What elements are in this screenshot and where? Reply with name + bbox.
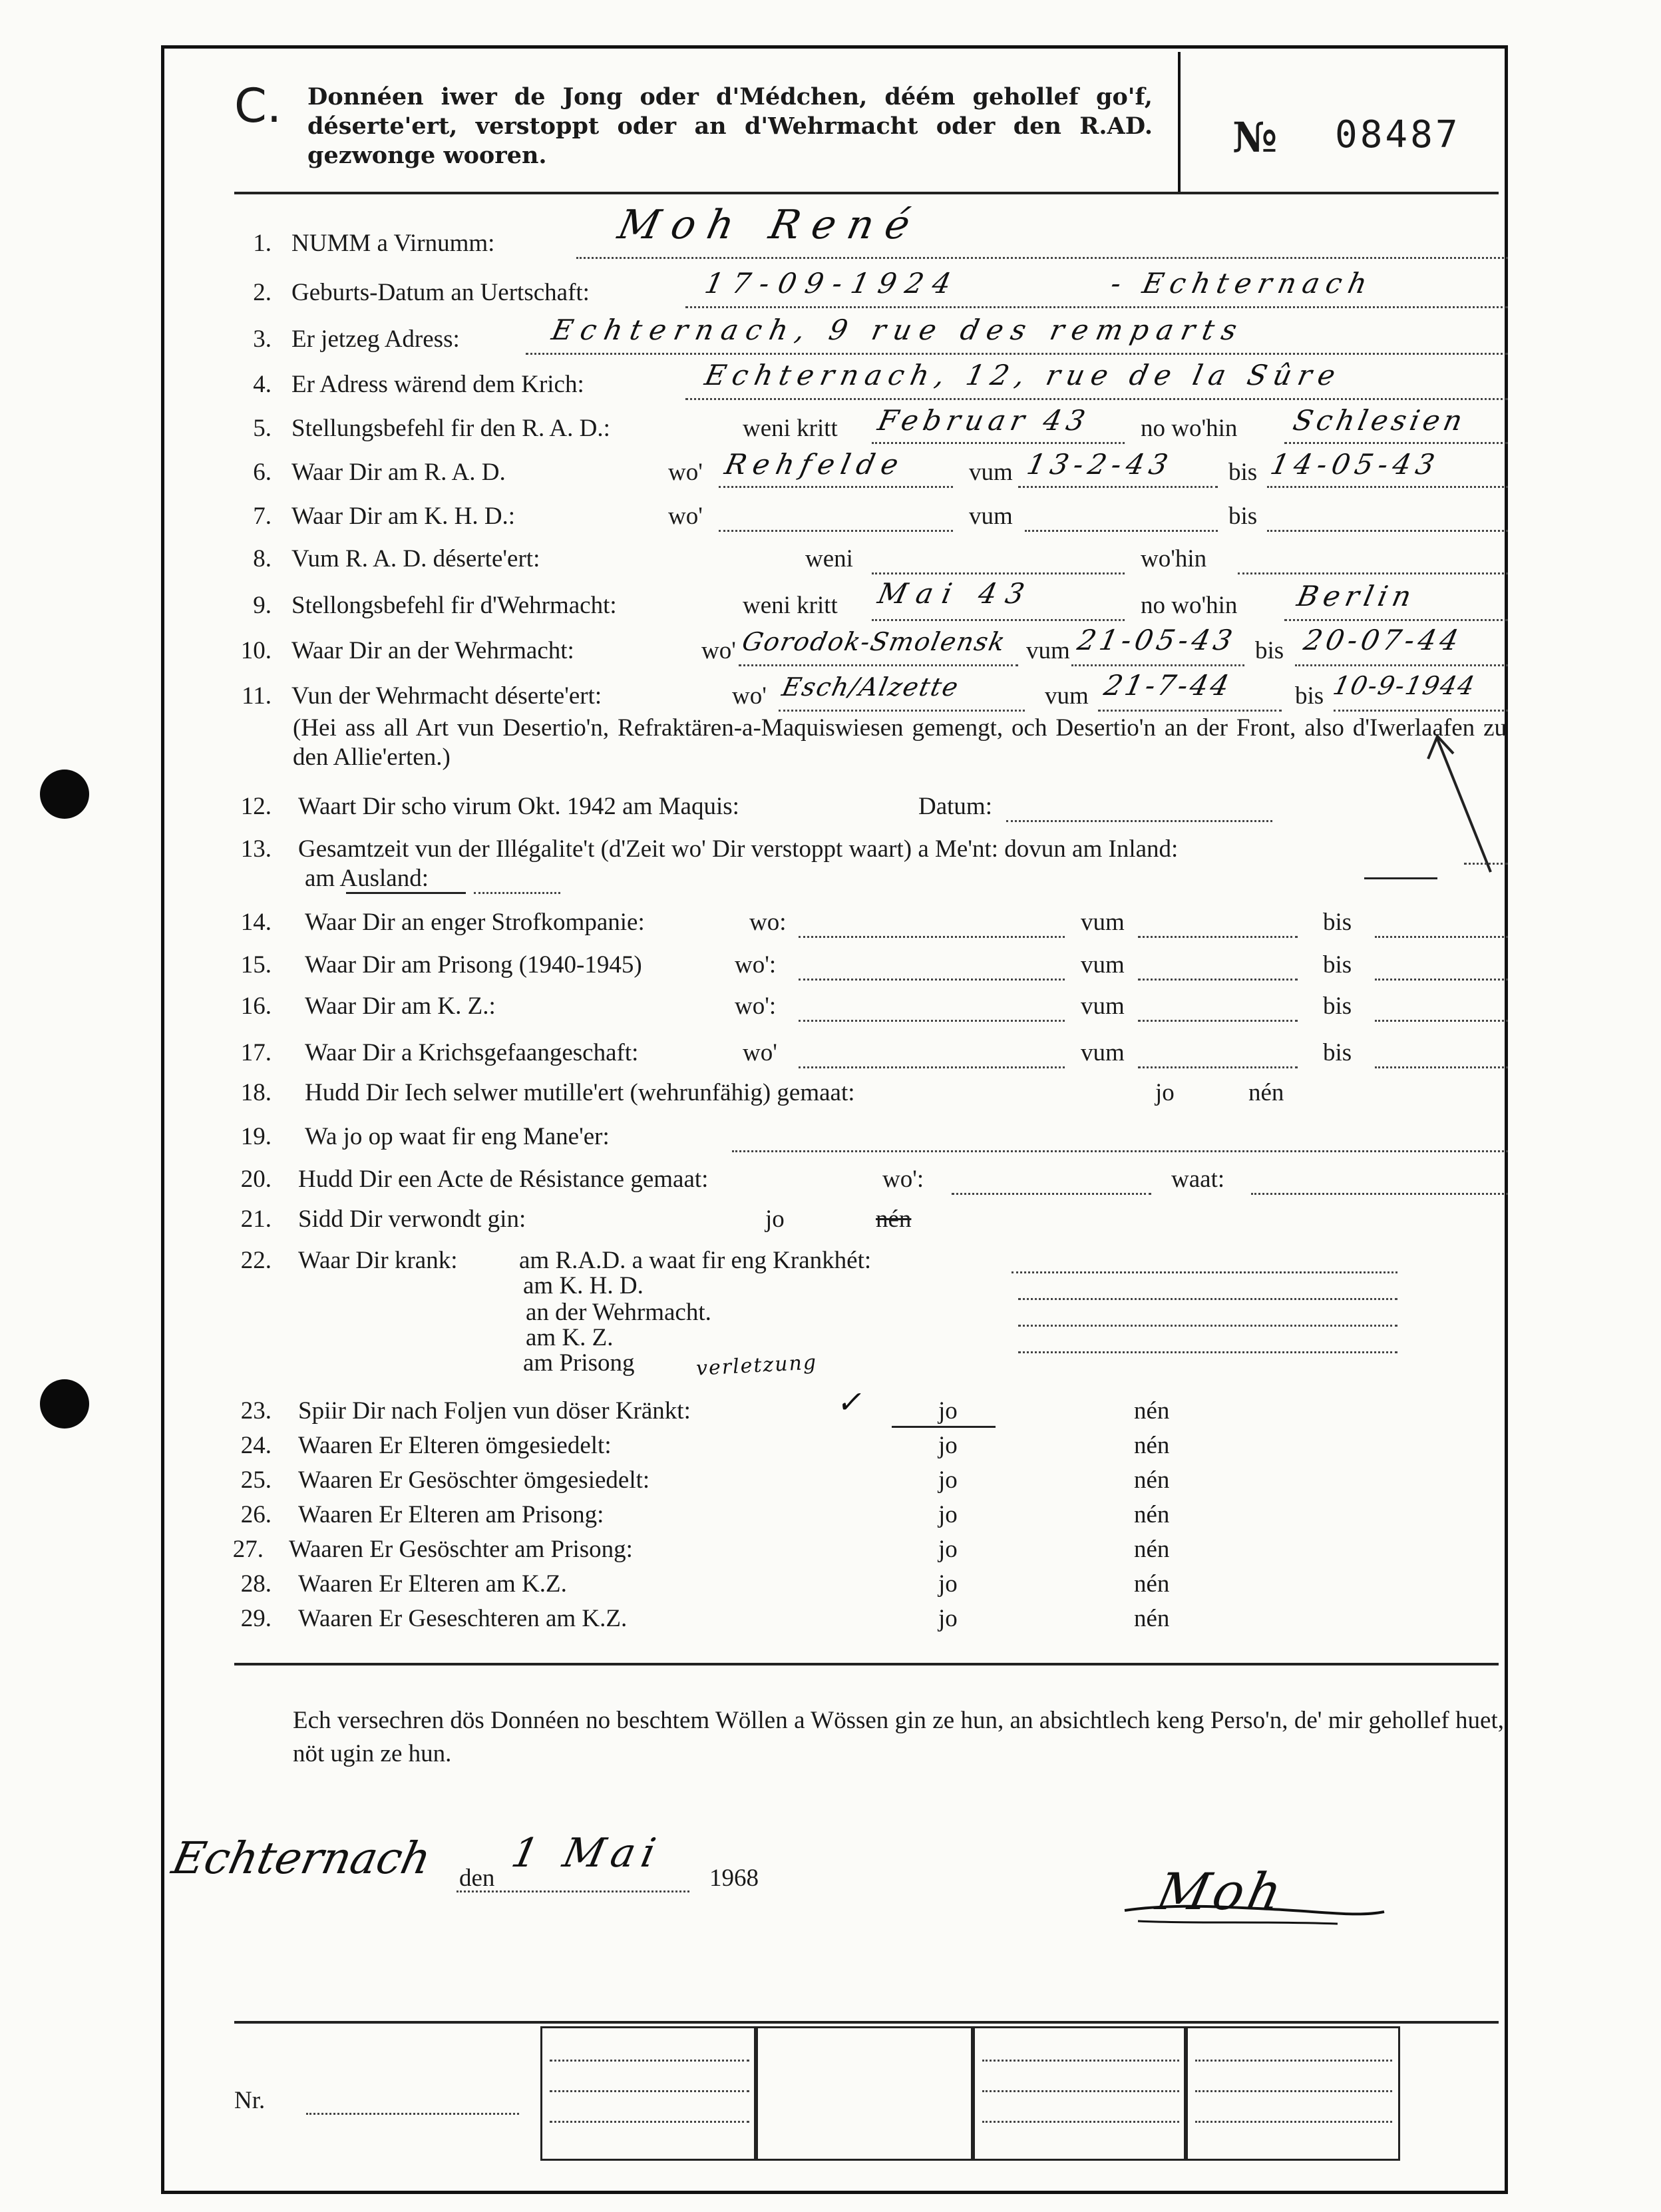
field-number: 12.: [240, 793, 272, 820]
field-label: Waaren Er Elteren ömgesiedelt:: [298, 1432, 612, 1459]
field-line: [1018, 1325, 1397, 1327]
field-label: Waaren Er Elteren am K.Z.: [298, 1570, 567, 1598]
sick-row: an der Wehrmacht.: [526, 1299, 711, 1326]
footer-box: [973, 2026, 1186, 2161]
field-line: [799, 979, 1065, 981]
form-number: 08487: [1335, 113, 1461, 156]
box-line: [1195, 2121, 1392, 2123]
pencil-underline: [346, 892, 466, 894]
field-line: [1334, 710, 1508, 712]
field-sublabel: wo': [701, 637, 736, 664]
field-sublabel: wo':: [735, 951, 777, 979]
field-label: Waar Dir am R. A. D.: [291, 459, 506, 486]
field-line: [1006, 820, 1272, 822]
field-label: Sidd Dir verwondt gin:: [298, 1206, 526, 1233]
field-label: Stellungsbefehl fir den R. A. D.:: [291, 415, 610, 442]
field-label: Waar Dir an enger Strofkompanie:: [305, 909, 645, 936]
field-line: [1071, 664, 1244, 666]
signature-stroke: [1118, 1884, 1397, 1937]
field-value: 13-2-43: [1023, 448, 1177, 481]
field-option-nen: nén: [1134, 1466, 1170, 1494]
field-line: [1138, 1020, 1298, 1022]
field-line: [1098, 710, 1282, 712]
field-number: 28.: [240, 1570, 272, 1598]
field-line: [1267, 486, 1508, 488]
field-sublabel: bis: [1323, 951, 1352, 979]
field-label: Waaren Er Elteren am Prisong:: [298, 1501, 604, 1528]
field-label: Geburts-Datum an Uertschaft:: [291, 279, 590, 306]
field-line: [1138, 1066, 1298, 1068]
field-sublabel: vum: [1081, 909, 1125, 936]
field-option-nen: nén: [1134, 1605, 1170, 1632]
field-sublabel: bis: [1323, 1039, 1352, 1066]
signoff-den: den: [459, 1865, 495, 1892]
field-number: 10.: [240, 637, 272, 664]
signature: Moh: [1151, 1862, 1292, 1921]
field-label: NUMM a Virnumm:: [291, 230, 495, 257]
field-number: 3.: [253, 326, 272, 353]
field-number: 8.: [253, 545, 272, 572]
field-value: Mai 43: [874, 577, 1037, 610]
field-line: [799, 1020, 1065, 1022]
field-sublabel: wo:: [749, 909, 787, 936]
field-number: 16.: [240, 993, 272, 1020]
field-label: Waar Dir am K. H. D.:: [291, 503, 516, 530]
field-sublabel: bis: [1228, 503, 1258, 530]
section-rule: [234, 1663, 1499, 1665]
field-option-nen: nén: [1134, 1536, 1170, 1563]
field-number: 26.: [240, 1501, 272, 1528]
sick-row: am K. Z.: [526, 1324, 614, 1351]
field-value-2: - Echternach: [1107, 267, 1377, 300]
field-number: 20.: [240, 1166, 272, 1193]
field-sublabel: vum: [969, 459, 1013, 486]
field-label: Waar Dir krank:: [298, 1247, 458, 1274]
field-sublabel: no wo'hin: [1141, 415, 1238, 442]
pencil-underline: [892, 1426, 996, 1428]
field-number: 9.: [253, 592, 272, 619]
pencil-arrow: [1424, 732, 1517, 879]
field-value: 10-9-1944: [1330, 671, 1479, 700]
field-sublabel: weni kritt: [743, 415, 838, 442]
field-line: [1018, 1351, 1397, 1353]
field-value: Rehfelde: [721, 448, 908, 481]
field-label: Waar Dir am K. Z.:: [305, 993, 496, 1020]
field-line: [576, 257, 1508, 259]
field-number: 11.: [242, 682, 272, 710]
field-line: [1012, 1271, 1397, 1273]
number-sign: №: [1232, 113, 1278, 162]
field-line: [1295, 664, 1508, 666]
nr-line: [306, 2113, 519, 2115]
field-value: 21-7-44: [1101, 669, 1235, 702]
field-number: 21.: [240, 1206, 272, 1233]
field-line: [872, 619, 1125, 621]
field-line: [1375, 936, 1508, 938]
field-sublabel: wo': [743, 1039, 777, 1066]
field-number: 1.: [253, 230, 272, 257]
field-option-jo: jo: [938, 1605, 958, 1632]
box-line: [550, 2121, 749, 2123]
field-line: [732, 1150, 1508, 1152]
field-line: [1464, 863, 1508, 865]
field-label: Vum R. A. D. déserte'ert:: [291, 545, 540, 572]
field-label: Vun der Wehrmacht déserte'ert:: [291, 682, 602, 710]
field-line: [1238, 572, 1508, 574]
field-sublabel: bis: [1323, 993, 1352, 1020]
field-sublabel: wo':: [882, 1166, 924, 1193]
field-option-nen: nén: [1134, 1501, 1170, 1528]
field-line: [719, 486, 953, 488]
footer-box: [756, 2026, 973, 2161]
field-label: Stellongsbefehl fir d'Wehrmacht:: [291, 592, 617, 619]
field-label: Er jetzeg Adress:: [291, 326, 460, 353]
field-line: [1375, 1020, 1508, 1022]
field-label: Waaren Er Gesöschter am Prisong:: [289, 1536, 633, 1563]
field-number: 5.: [253, 415, 272, 442]
field-number: 29.: [240, 1605, 272, 1632]
declaration-text: Ech versechren dös Donnéen no beschtem Wöllen a Wössen gin ze hun, an absichtlech keng Perso'n, de' mir gehollef huet, nöt ugin ze hun.: [293, 1707, 1504, 1767]
sick-row: am R.A.D. a waat fir eng Krankhét:: [519, 1247, 872, 1274]
field-label: Wa jo op waat fir eng Mane'er:: [305, 1123, 610, 1150]
field-sublabel: no wo'hin: [1141, 592, 1238, 619]
field-label: Gesamtzeit vun der Illégalite't (d'Zeit wo' Dir verstoppt waart) a Me'nt: dovun am Inland:: [298, 835, 1179, 863]
field-number: 19.: [240, 1123, 272, 1150]
field-number: 17.: [240, 1039, 272, 1066]
box-line: [550, 2060, 749, 2062]
field-line: [1018, 486, 1218, 488]
field-line: [719, 530, 953, 532]
field-number: 24.: [240, 1432, 272, 1459]
field-line: [1267, 530, 1508, 532]
field-option-jo: jo: [1155, 1079, 1175, 1106]
field-line: [1018, 1298, 1397, 1300]
field-number: 18.: [240, 1079, 272, 1106]
field-option-nen: nén: [1134, 1570, 1170, 1598]
field-line: [1284, 442, 1508, 444]
field-number: 27.: [232, 1536, 264, 1563]
field-number: 2.: [253, 279, 272, 306]
signoff-line: [457, 1890, 689, 1892]
field-sublabel: bis: [1323, 909, 1352, 936]
field-option-jo: jo: [938, 1432, 958, 1459]
field-line: [872, 572, 1125, 574]
field-option-nen: nén: [1134, 1397, 1170, 1425]
field-sublabel: Datum:: [918, 793, 992, 820]
field-line: [779, 710, 1025, 712]
field-line: [799, 1066, 1065, 1068]
field-sublabel: wo':: [735, 993, 777, 1020]
field-label: Hudd Dir een Acte de Résistance gemaat:: [298, 1166, 709, 1193]
field-line: [1284, 619, 1508, 621]
field-value: verletzung: [695, 1351, 818, 1381]
signoff-place: Echternach: [167, 1833, 436, 1884]
field-option-nen: nén: [1134, 1432, 1170, 1459]
field-label: Waaren Er Geseschteren am K.Z.: [298, 1605, 628, 1632]
field-number: 4.: [253, 371, 272, 398]
field-number: 23.: [240, 1397, 272, 1425]
field-option-jo: jo: [938, 1397, 958, 1425]
field-line: [526, 353, 1508, 355]
field-sublabel: vum: [1081, 993, 1125, 1020]
field-line: [1138, 936, 1298, 938]
field-sublabel: wo'hin: [1141, 545, 1207, 572]
field-sublabel: vum: [1081, 951, 1125, 979]
field-sublabel: bis: [1228, 459, 1258, 486]
field-line: [685, 398, 1508, 400]
field-label: Waaren Er Gesöschter ömgesiedelt:: [298, 1466, 650, 1494]
footer-box: [540, 2026, 756, 2161]
field-value: Februar 43: [874, 404, 1093, 437]
field-sublabel: wo': [668, 503, 703, 530]
field-value: 21-05-43: [1074, 624, 1240, 656]
field-sublabel: bis: [1295, 682, 1324, 710]
header-divider: [1178, 52, 1181, 192]
field-value: 17-09-1924: [701, 267, 964, 300]
form-letter: C.: [234, 79, 282, 133]
box-line: [550, 2090, 749, 2092]
punch-hole-top: [40, 770, 89, 819]
box-line: [982, 2060, 1179, 2062]
field-value: Berlin: [1294, 580, 1420, 612]
field-sublabel: waat:: [1171, 1166, 1225, 1193]
box-line: [1195, 2090, 1392, 2092]
field-label: Spiir Dir nach Foljen vun döser Kränkt:: [298, 1397, 691, 1425]
signoff-year: 1968: [709, 1865, 759, 1892]
field-number: 6.: [253, 459, 272, 486]
field-line2-label: am Ausland:: [305, 865, 429, 892]
field-line: [1025, 530, 1218, 532]
footer-box: [1186, 2026, 1400, 2161]
form-title: Donnéen iwer de Jong oder d'Médchen, déém gehollef go'f, déserte'ert, verstoppt oder an d'Wehrmacht oder den R.AD. gezwonge wooren.: [307, 83, 1153, 169]
field-sublabel: vum: [1026, 637, 1070, 664]
field-value: Echternach, 12, rue de la Sûre: [701, 359, 1345, 391]
field-number: 14.: [240, 909, 272, 936]
field-value: Schlesien: [1290, 404, 1469, 437]
field-line: [739, 664, 1018, 666]
field-value: Esch/Alzette: [779, 672, 962, 702]
field-value: Moh René: [614, 202, 926, 248]
field-option-jo: jo: [938, 1536, 958, 1563]
field-label: Er Adress wärend dem Krich:: [291, 371, 584, 398]
field-line: [1138, 979, 1298, 981]
field-label: Waart Dir scho virum Okt. 1942 am Maquis:: [298, 793, 739, 820]
field-line: [799, 936, 1065, 938]
tick-mark: ✓: [834, 1384, 868, 1420]
signoff-date: 1 Mai: [507, 1830, 667, 1877]
field-number: 25.: [240, 1466, 272, 1494]
field-line: [1251, 1193, 1508, 1195]
field-sublabel: vum: [969, 503, 1013, 530]
header-rule: [234, 192, 1499, 194]
field-line: [685, 306, 1508, 308]
field-sublabel: weni kritt: [743, 592, 838, 619]
field-label: Waar Dir am Prisong (1940-1945): [305, 951, 642, 979]
field-line: [952, 1193, 1151, 1195]
field-line: [1375, 1066, 1508, 1068]
sick-row: am Prisong: [523, 1349, 635, 1377]
field-option-nen: nén: [876, 1206, 912, 1233]
field-value: Echternach, 9 rue des remparts: [548, 314, 1248, 346]
box-line: [982, 2121, 1179, 2123]
box-line: [1195, 2060, 1392, 2062]
field-label: Hudd Dir Iech selwer mutille'ert (wehrunfähig) gemaat:: [305, 1079, 855, 1106]
box-line: [982, 2090, 1179, 2092]
field-label: Waar Dir a Krichsgefaangeschaft:: [305, 1039, 639, 1066]
field-line: [474, 892, 560, 894]
field-sublabel: wo': [668, 459, 703, 486]
field-option-jo: jo: [765, 1206, 785, 1233]
field-line: [1375, 979, 1508, 981]
field-line: [872, 442, 1125, 444]
punch-hole-bottom: [40, 1379, 89, 1429]
field-11-note: (Hei ass all Art vun Desertio'n, Refraktären-a-Maquiswiesen gemengt, och Desertio'n an der Front, also d'Iwerlaafen zu den Allie'erten.): [293, 714, 1507, 771]
field-value: 20-07-44: [1300, 624, 1466, 656]
field-number: 7.: [253, 503, 272, 530]
field-option-jo: jo: [938, 1570, 958, 1598]
field-option-jo: jo: [938, 1466, 958, 1494]
field-sublabel: bis: [1255, 637, 1284, 664]
field-option-jo: jo: [938, 1501, 958, 1528]
field-value: 14-05-43: [1267, 448, 1443, 481]
field-sublabel: vum: [1045, 682, 1089, 710]
field-number: 22.: [240, 1247, 272, 1274]
nr-label: Nr.: [234, 2087, 266, 2114]
field-sublabel: vum: [1081, 1039, 1125, 1066]
field-option-nen: nén: [1248, 1079, 1284, 1106]
field-number: 13.: [240, 835, 272, 863]
field-value: Gorodok-Smolensk: [739, 627, 1009, 656]
field-label: Waar Dir an der Wehrmacht:: [291, 637, 574, 664]
field-sublabel: wo': [732, 682, 767, 710]
field-sublabel: weni: [805, 545, 853, 572]
footer-rule: [234, 2021, 1499, 2024]
field-number: 15.: [240, 951, 272, 979]
pencil-underline: [1364, 877, 1437, 879]
sick-row: am K. H. D.: [523, 1272, 644, 1299]
